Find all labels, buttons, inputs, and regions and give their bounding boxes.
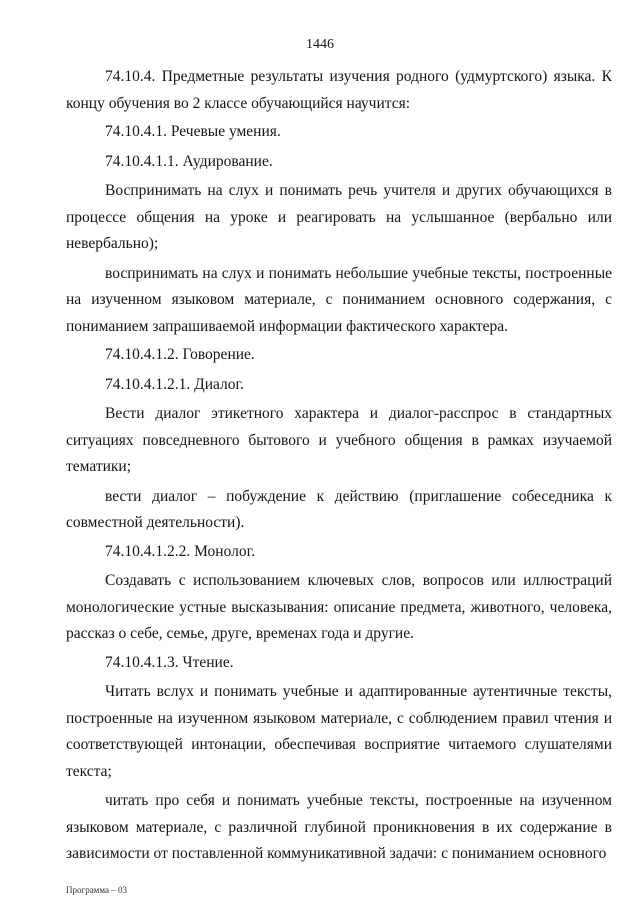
reading-paragraph-1: Читать вслух и понимать учебные и адаптированные аутентичные тексты, построенные на изученном языковом материале, с соблюдением правил чтения и соответствующей интонации, обеспечивая восприятие читаемого слушателями текста; — [66, 683, 612, 780]
dialogue-paragraph-1: Вести диалог этикетного характера и диалог-расспрос в стандартных ситуациях повседневного бытового и учебного общения в рамках изучаемой тематики; — [66, 405, 612, 475]
heading-dialogue: 74.10.4.1.2.1. Диалог. — [105, 375, 244, 393]
heading-monologue: 74.10.4.1.2.2. Монолог. — [105, 542, 256, 560]
heading-reading: 74.10.4.1.3. Чтение. — [105, 653, 234, 671]
heading-listening: 74.10.4.1.1. Аудирование. — [105, 152, 273, 170]
listening-paragraph-2: воспринимать на слух и понимать небольшие учебные тексты, построенные на изученном языковом материале, с пониманием основного содержания, с пониманием запрашиваемой информации фактического характера. — [66, 264, 612, 335]
dialogue-paragraph-2: вести диалог – побуждение к действию (приглашение собеседника к совместной деятельности). — [66, 487, 612, 531]
monologue-paragraph: Создавать с использованием ключевых слов, вопросов или иллюстраций монологические устные высказывания: описание предмета, животного, человека, рассказ о себе, семье, друге, временах года и другие. — [66, 572, 612, 642]
document-body — [66, 64, 612, 868]
listening-paragraph-1: Воспринимать на слух и понимать речь учителя и других обучающихся в процессе общения на уроке и реагировать на услышанное (вербально или невербально); — [66, 182, 612, 252]
reading-paragraph-2: читать про себя и понимать учебные тексты, построенные на изученном языковом материале, с различной глубиной проникновения в их содержание в зависимости от поставленной коммуникативной задачи: с пониманием основного — [66, 792, 612, 862]
heading-speech-skills: 74.10.4.1. Речевые умения. — [105, 123, 281, 140]
page-footer: Программа – 03 — [66, 885, 128, 895]
heading-speaking: 74.10.4.1.2. Говорение. — [105, 346, 255, 363]
page-number: 1446 — [306, 37, 334, 52]
section-intro-paragraph: 74.10.4. Предметные результаты изучения родного (удмуртского) языка. К концу обучения во 2 классе обучающийся научится: — [66, 68, 612, 112]
